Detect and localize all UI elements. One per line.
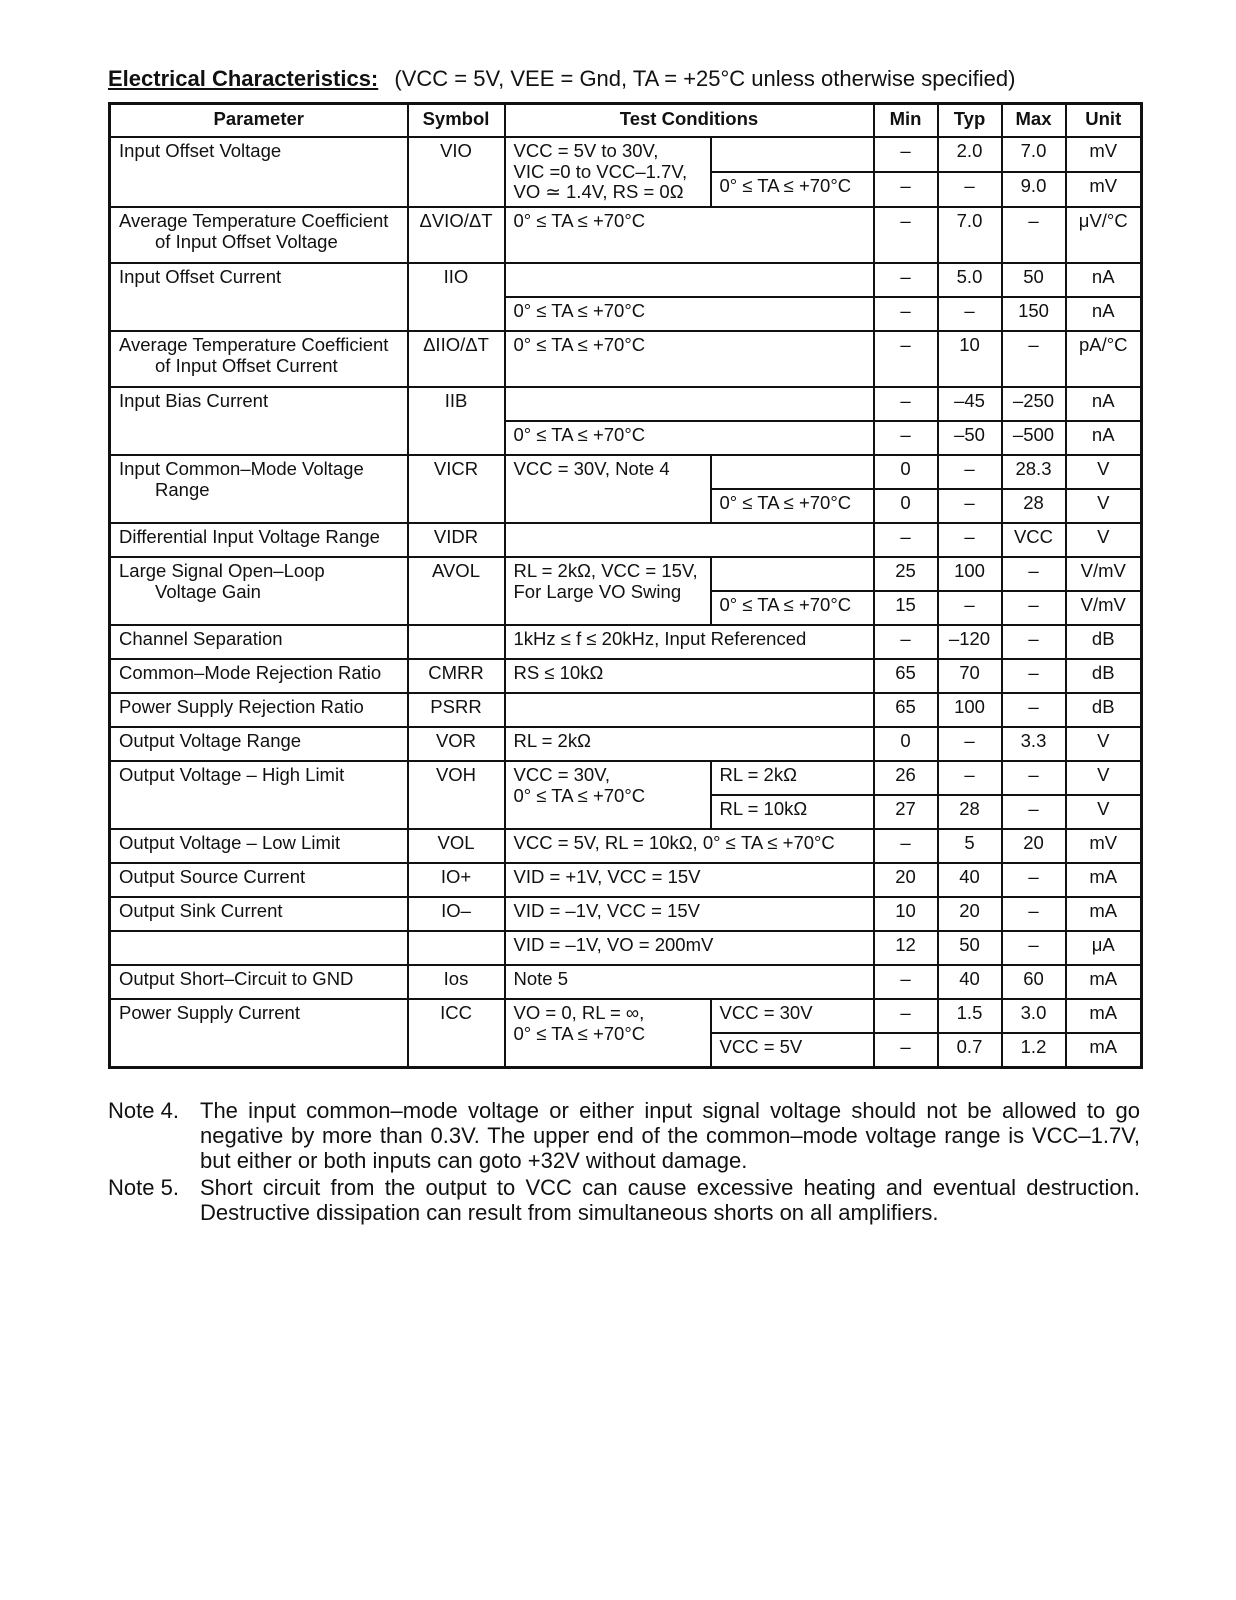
condition-line: For Large VO Swing (513, 580, 682, 602)
condition-cell: 0° ≤ TA ≤ +70°C (505, 331, 874, 387)
subcondition-cell: VCC = 30V (711, 999, 874, 1033)
heading-title: Electrical Characteristics: (108, 66, 379, 91)
subcondition-cell (711, 455, 874, 489)
col-header-min: Min (874, 104, 938, 138)
condition-cell: 1kHz ≤ f ≤ 20kHz, Input Referenced (505, 625, 874, 659)
condition-line: VO ≃ 1.4V, RS = 0Ω (513, 181, 684, 203)
table-row (110, 263, 1142, 297)
note-5 (108, 1175, 1140, 1225)
min-cell: – (874, 387, 938, 421)
max-cell: 50 (1002, 263, 1066, 297)
condition-cell (505, 263, 874, 297)
unit-cell: nA (1066, 263, 1142, 297)
table-row (110, 931, 1142, 965)
typ-cell: 0.7 (938, 1033, 1002, 1068)
param-line: Average Temperature Coefficient (119, 334, 389, 356)
table-row (110, 829, 1142, 863)
param-cell (110, 207, 408, 263)
param-cell: Output Voltage – Low Limit (110, 829, 408, 863)
min-cell: – (874, 137, 938, 172)
typ-cell: 7.0 (938, 207, 1002, 263)
subcondition-cell: 0° ≤ TA ≤ +70°C (711, 591, 874, 625)
symbol-cell: IO– (408, 897, 505, 931)
param-cell: Input Bias Current (110, 387, 408, 455)
table-row (110, 137, 1142, 172)
note-4 (108, 1098, 1140, 1173)
typ-cell: –120 (938, 625, 1002, 659)
condition-cell (505, 137, 711, 207)
condition-cell: RS ≤ 10kΩ (505, 659, 874, 693)
symbol-cell (408, 625, 505, 659)
unit-cell: mV (1066, 829, 1142, 863)
unit-cell: mV (1066, 137, 1142, 172)
condition-cell (505, 523, 874, 557)
typ-cell: – (938, 591, 1002, 625)
param-cell: Power Supply Rejection Ratio (110, 693, 408, 727)
param-cell (110, 931, 408, 965)
typ-cell: 70 (938, 659, 1002, 693)
typ-cell: 1.5 (938, 999, 1002, 1033)
param-cell: Power Supply Current (110, 999, 408, 1068)
max-cell: 60 (1002, 965, 1066, 999)
table-row (110, 659, 1142, 693)
condition-cell: VID = –1V, VCC = 15V (505, 897, 874, 931)
unit-cell: V (1066, 727, 1142, 761)
min-cell: 26 (874, 761, 938, 795)
unit-cell: V (1066, 761, 1142, 795)
param-cell: Channel Separation (110, 625, 408, 659)
min-cell: – (874, 172, 938, 207)
table-row (110, 207, 1142, 263)
min-cell: – (874, 625, 938, 659)
symbol-cell: VIO (408, 137, 505, 207)
param-line: Input Common–Mode Voltage (119, 458, 364, 480)
max-cell: VCC (1002, 523, 1066, 557)
min-cell: 0 (874, 489, 938, 523)
unit-cell: V (1066, 489, 1142, 523)
condition-cell: VID = +1V, VCC = 15V (505, 863, 874, 897)
min-cell: 65 (874, 659, 938, 693)
min-cell: 0 (874, 455, 938, 489)
unit-cell: nA (1066, 387, 1142, 421)
typ-cell: – (938, 455, 1002, 489)
min-cell: – (874, 999, 938, 1033)
condition-line: 0° ≤ TA ≤ +70°C (513, 1022, 646, 1044)
unit-cell: V (1066, 523, 1142, 557)
footnotes (108, 1098, 1140, 1227)
min-cell: – (874, 263, 938, 297)
section-heading (108, 66, 1015, 92)
min-cell: – (874, 829, 938, 863)
min-cell: 12 (874, 931, 938, 965)
unit-cell: nA (1066, 297, 1142, 331)
param-cell: Output Sink Current (110, 897, 408, 931)
typ-cell: 20 (938, 897, 1002, 931)
table-row (110, 387, 1142, 421)
max-cell: – (1002, 863, 1066, 897)
symbol-cell: VICR (408, 455, 505, 523)
param-cell (110, 331, 408, 387)
unit-cell: mA (1066, 897, 1142, 931)
condition-line: VCC = 5V to 30V, (513, 140, 659, 161)
col-header-parameter: Parameter (110, 104, 408, 138)
condition-cell: VCC = 5V, RL = 10kΩ, 0° ≤ TA ≤ +70°C (505, 829, 874, 863)
table-row (110, 727, 1142, 761)
typ-cell: – (938, 727, 1002, 761)
unit-cell: V (1066, 795, 1142, 829)
typ-cell: 5 (938, 829, 1002, 863)
condition-cell (505, 693, 874, 727)
unit-cell: dB (1066, 693, 1142, 727)
min-cell: – (874, 331, 938, 387)
max-cell: – (1002, 625, 1066, 659)
typ-cell: – (938, 172, 1002, 207)
subcondition-cell: RL = 2kΩ (711, 761, 874, 795)
typ-cell: – (938, 523, 1002, 557)
param-cell (110, 557, 408, 625)
symbol-cell: VOR (408, 727, 505, 761)
subcondition-cell (711, 557, 874, 591)
typ-cell: 50 (938, 931, 1002, 965)
max-cell: –500 (1002, 421, 1066, 455)
condition-cell: 0° ≤ TA ≤ +70°C (505, 297, 874, 331)
param-cell: Differential Input Voltage Range (110, 523, 408, 557)
symbol-cell: ΔIIO/ΔT (408, 331, 505, 387)
param-cell: Output Voltage – High Limit (110, 761, 408, 829)
symbol-cell: AVOL (408, 557, 505, 625)
table-row (110, 693, 1142, 727)
max-cell: 28.3 (1002, 455, 1066, 489)
max-cell: 150 (1002, 297, 1066, 331)
max-cell: – (1002, 897, 1066, 931)
unit-cell: nA (1066, 421, 1142, 455)
table-row (110, 331, 1142, 387)
param-cell: Input Offset Current (110, 263, 408, 331)
unit-cell: mA (1066, 965, 1142, 999)
col-header-unit: Unit (1066, 104, 1142, 138)
param-line: of Input Offset Current (155, 354, 338, 376)
min-cell: – (874, 207, 938, 263)
unit-cell: V/mV (1066, 591, 1142, 625)
param-line: Large Signal Open–Loop (119, 560, 325, 582)
unit-cell: dB (1066, 625, 1142, 659)
param-cell: Output Short–Circuit to GND (110, 965, 408, 999)
min-cell: 25 (874, 557, 938, 591)
subcondition-cell: 0° ≤ TA ≤ +70°C (711, 172, 874, 207)
min-cell: – (874, 965, 938, 999)
min-cell: 27 (874, 795, 938, 829)
symbol-cell: VIDR (408, 523, 505, 557)
header-row (110, 104, 1142, 138)
condition-cell: 0° ≤ TA ≤ +70°C (505, 421, 874, 455)
typ-cell: 40 (938, 965, 1002, 999)
max-cell: – (1002, 207, 1066, 263)
min-cell: – (874, 297, 938, 331)
param-line: Voltage Gain (155, 580, 261, 602)
table-row (110, 557, 1142, 591)
table-row (110, 455, 1142, 489)
max-cell: – (1002, 659, 1066, 693)
subcondition-cell (711, 137, 874, 172)
max-cell: 20 (1002, 829, 1066, 863)
col-header-test-conditions: Test Conditions (505, 104, 874, 138)
max-cell: 3.0 (1002, 999, 1066, 1033)
col-header-typ: Typ (938, 104, 1002, 138)
typ-cell: 40 (938, 863, 1002, 897)
condition-cell (505, 387, 874, 421)
unit-cell: V/mV (1066, 557, 1142, 591)
unit-cell: mA (1066, 999, 1142, 1033)
condition-cell: VID = –1V, VO = 200mV (505, 931, 874, 965)
symbol-cell: CMRR (408, 659, 505, 693)
table-row (110, 625, 1142, 659)
condition-cell: RL = 2kΩ (505, 727, 874, 761)
subcondition-cell: RL = 10kΩ (711, 795, 874, 829)
typ-cell: – (938, 489, 1002, 523)
min-cell: 20 (874, 863, 938, 897)
condition-line: RL = 2kΩ, VCC = 15V, (513, 560, 698, 582)
typ-cell: 100 (938, 557, 1002, 591)
unit-cell: pA/°C (1066, 331, 1142, 387)
condition-cell: VCC = 30V, Note 4 (505, 455, 711, 523)
condition-cell: 0° ≤ TA ≤ +70°C (505, 207, 874, 263)
col-header-symbol: Symbol (408, 104, 505, 138)
typ-cell: 28 (938, 795, 1002, 829)
typ-cell: – (938, 761, 1002, 795)
note-label: Note 4. (108, 1098, 179, 1123)
col-header-max: Max (1002, 104, 1066, 138)
param-line: Range (155, 478, 210, 500)
unit-cell: mA (1066, 1033, 1142, 1068)
param-cell (110, 455, 408, 523)
table-row (110, 897, 1142, 931)
table-row (110, 863, 1142, 897)
max-cell: – (1002, 557, 1066, 591)
min-cell: – (874, 421, 938, 455)
symbol-cell: PSRR (408, 693, 505, 727)
table-row (110, 965, 1142, 999)
symbol-cell: IIB (408, 387, 505, 455)
max-cell: – (1002, 795, 1066, 829)
condition-cell (505, 557, 711, 625)
typ-cell: – (938, 297, 1002, 331)
typ-cell: –45 (938, 387, 1002, 421)
max-cell: 3.3 (1002, 727, 1066, 761)
unit-cell: V (1066, 455, 1142, 489)
condition-cell (505, 999, 711, 1068)
symbol-cell: ΔVIO/ΔT (408, 207, 505, 263)
max-cell: – (1002, 591, 1066, 625)
max-cell: 28 (1002, 489, 1066, 523)
condition-line: VIC =0 to VCC–1.7V, (513, 160, 688, 182)
param-line: Average Temperature Coefficient (119, 210, 389, 232)
symbol-cell: VOL (408, 829, 505, 863)
min-cell: 65 (874, 693, 938, 727)
note-label: Note 5. (108, 1175, 179, 1201)
param-cell: Input Offset Voltage (110, 137, 408, 207)
condition-line: VCC = 30V, (513, 764, 611, 786)
symbol-cell (408, 931, 505, 965)
max-cell: 9.0 (1002, 172, 1066, 207)
symbol-cell: IIO (408, 263, 505, 331)
param-cell: Output Source Current (110, 863, 408, 897)
symbol-cell: IO+ (408, 863, 505, 897)
electrical-characteristics-table (108, 102, 1143, 1069)
symbol-cell: Ios (408, 965, 505, 999)
param-cell: Common–Mode Rejection Ratio (110, 659, 408, 693)
typ-cell: 10 (938, 331, 1002, 387)
param-cell: Output Voltage Range (110, 727, 408, 761)
min-cell: – (874, 1033, 938, 1068)
subcondition-cell: 0° ≤ TA ≤ +70°C (711, 489, 874, 523)
table-row (110, 523, 1142, 557)
table-row (110, 761, 1142, 795)
subcondition-cell: VCC = 5V (711, 1033, 874, 1068)
max-cell: – (1002, 693, 1066, 727)
max-cell: 7.0 (1002, 137, 1066, 172)
min-cell: 10 (874, 897, 938, 931)
min-cell: 0 (874, 727, 938, 761)
typ-cell: –50 (938, 421, 1002, 455)
min-cell: 15 (874, 591, 938, 625)
typ-cell: 5.0 (938, 263, 1002, 297)
param-line: of Input Offset Voltage (155, 230, 338, 252)
condition-line: VO = 0, RL = ∞, (513, 1002, 645, 1024)
note-text: Short circuit from the output to VCC can cause excessive heating and eventual destruction. Destructive dissipation can result from simultaneous shorts on all amplifiers. (200, 1175, 1140, 1226)
unit-cell: dB (1066, 659, 1142, 693)
condition-line: 0° ≤ TA ≤ +70°C (513, 784, 646, 806)
min-cell: – (874, 523, 938, 557)
max-cell: – (1002, 931, 1066, 965)
unit-cell: μV/°C (1066, 207, 1142, 263)
unit-cell: mV (1066, 172, 1142, 207)
note-text: The input common–mode voltage or either input signal voltage should not be allowed to go negative by more than 0.3V. The upper end of the common–mode voltage range is VCC–1.7V, but either or both inputs can goto +32V without damage. (200, 1098, 1140, 1174)
condition-cell (505, 761, 711, 829)
unit-cell: mA (1066, 863, 1142, 897)
unit-cell: μA (1066, 931, 1142, 965)
symbol-cell: VOH (408, 761, 505, 829)
typ-cell: 2.0 (938, 137, 1002, 172)
max-cell: – (1002, 761, 1066, 795)
typ-cell: 100 (938, 693, 1002, 727)
max-cell: –250 (1002, 387, 1066, 421)
condition-cell: Note 5 (505, 965, 874, 999)
max-cell: – (1002, 331, 1066, 387)
heading-conditions: (VCC = 5V, VEE = Gnd, TA = +25°C unless otherwise specified) (394, 66, 1016, 91)
symbol-cell: ICC (408, 999, 505, 1068)
table-row (110, 999, 1142, 1033)
max-cell: 1.2 (1002, 1033, 1066, 1068)
